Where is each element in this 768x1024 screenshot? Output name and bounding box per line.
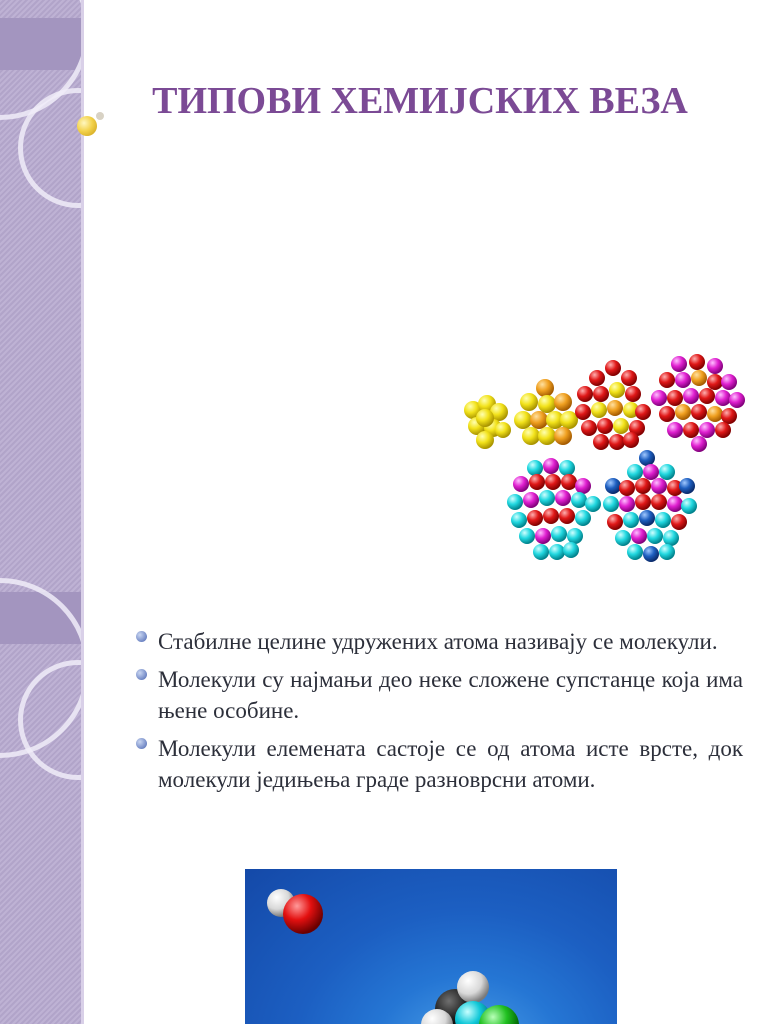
- slide-title: ТИПОВИ ХЕМИЈСКИХ ВЕЗА: [152, 80, 688, 122]
- bullet-item: [136, 664, 743, 726]
- bullet-icon: [136, 631, 147, 642]
- bullet-list: [136, 626, 743, 802]
- atom-clusters-illustration: [455, 350, 747, 575]
- side-band-edge: [81, 0, 84, 1024]
- decorative-gold-dot: [77, 116, 97, 136]
- cluster-magenta-red: [651, 354, 745, 452]
- bullet-item: [136, 626, 743, 657]
- bullet-icon: [136, 738, 147, 749]
- bullet-icon: [136, 669, 147, 680]
- cluster-blue-cyan-red: [603, 450, 697, 562]
- cluster-cyan-red: [507, 458, 601, 560]
- bullet-text: Молекули елемената састоје се од атома исте врсте, док молекули једињења граде разноврсни атоми.: [158, 736, 743, 792]
- bullet-item: [136, 733, 743, 795]
- hydrogen-atom: [457, 971, 489, 1003]
- bullet-text: Молекули су најмањи део неке сложене супстанце која има њене особине.: [158, 667, 743, 723]
- cluster-yellow-orange: [514, 379, 578, 445]
- cluster-yellow-small: [464, 395, 511, 449]
- cluster-red-yellow: [575, 360, 651, 450]
- oxygen-atom: [283, 894, 323, 934]
- decorative-side-band: [0, 0, 84, 1024]
- molecule-model-image: [245, 869, 617, 1024]
- bullet-text: Стабилне целине удружених атома називају се молекули.: [158, 629, 718, 654]
- decorative-small-dot: [96, 112, 104, 120]
